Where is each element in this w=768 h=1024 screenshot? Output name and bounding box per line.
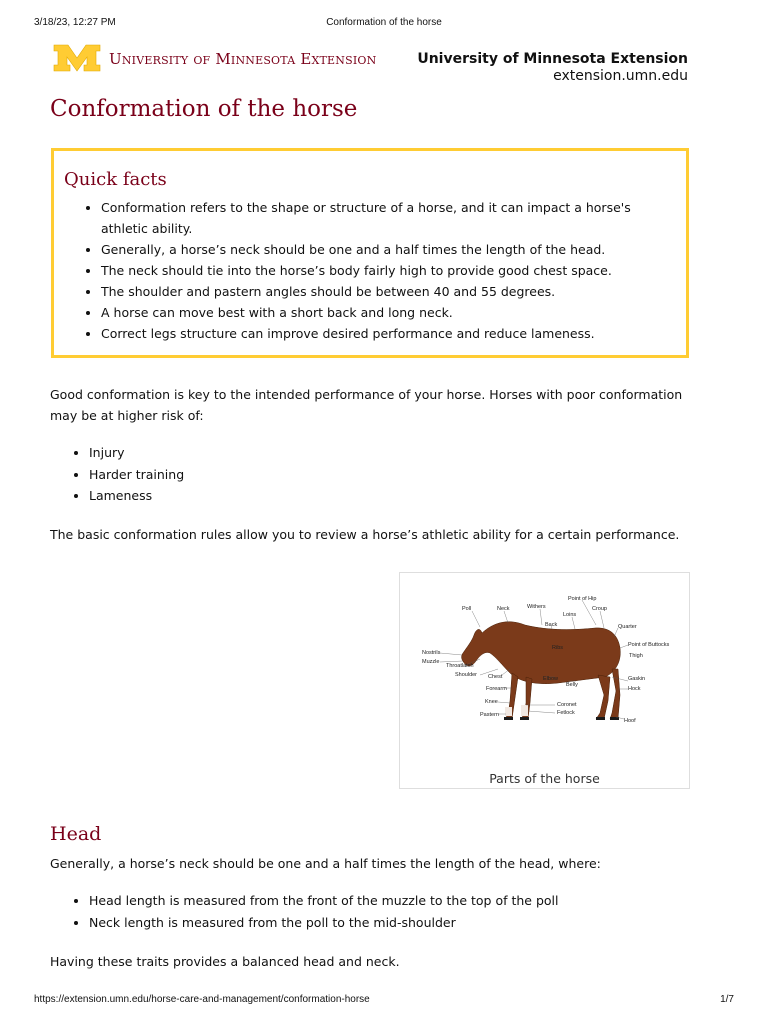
list-item: • Lameness: [89, 485, 184, 507]
print-page-title: Conformation of the horse: [326, 17, 442, 28]
label-elbow: Elbow: [543, 676, 558, 682]
basic-rules-paragraph: The basic conformation rules allow you to review a horse’s athletic ability for a certain performance.: [50, 527, 680, 542]
page-title: Conformation of the horse: [50, 96, 358, 122]
label-nostrils: Nostrils: [422, 650, 441, 656]
org-site[interactable]: extension.umn.edu: [553, 68, 688, 84]
list-item: • Injury: [89, 442, 184, 464]
intro-paragraph: Good conformation is key to the intended performance of your horse. Horses with poor conformation may be at higher risk of:: [50, 387, 683, 423]
label-quarter: Quarter: [618, 624, 637, 630]
label-hock: Hock: [628, 686, 641, 692]
label-shoulder: Shoulder: [455, 672, 478, 678]
list-item: • Neck length is measured from the poll to the mid-shoulder: [89, 912, 559, 934]
label-croup: Croup: [592, 606, 607, 612]
figure-caption: Parts of the horse: [489, 771, 600, 786]
list-item: • Correct legs structure can improve desired performance and reduce lameness.: [101, 323, 656, 344]
label-hoof: Hoof: [624, 718, 636, 724]
label-ribs: Ribs: [552, 645, 564, 651]
label-withers: Withers: [527, 604, 546, 610]
org-name: University of Minnesota Extension: [417, 51, 688, 67]
label-belly: Belly: [566, 682, 578, 688]
quick-facts-box: [51, 148, 689, 358]
label-loins: Loins: [563, 612, 577, 618]
label-throatlatch: Throatlatch: [446, 663, 474, 669]
page-number: 1/7: [720, 994, 734, 1005]
label-muzzle: Muzzle: [422, 659, 440, 665]
print-datetime: 3/18/23, 12:27 PM: [34, 17, 116, 28]
label-forearm: Forearm: [486, 686, 507, 692]
quick-facts-heading: Quick facts: [64, 169, 167, 190]
list-item: • Conformation refers to the shape or structure of a horse, and it can impact a horse's athletic ability.: [101, 197, 656, 239]
print-header: [34, 17, 734, 31]
umn-m-logo-icon: [53, 44, 101, 72]
list-item: • A horse can move best with a short back and long neck.: [101, 302, 656, 323]
list-item: • The neck should tie into the horse’s body fairly high to provide good chest space.: [101, 260, 656, 281]
head-closing-paragraph: Having these traits provides a balanced head and neck.: [50, 954, 400, 969]
quick-facts-list: [54, 197, 686, 344]
label-point-of-buttocks: Point of Buttocks: [628, 642, 670, 648]
print-footer: [34, 994, 734, 1008]
list-item: • Harder training: [89, 464, 184, 486]
horse-white-socks: [505, 705, 528, 716]
head-intro-paragraph: Generally, a horse’s neck should be one and a half times the length of the head, where:: [50, 856, 601, 871]
risk-list: [50, 442, 184, 507]
label-back: Back: [545, 622, 558, 628]
label-knee: Knee: [485, 699, 498, 705]
label-neck: Neck: [497, 606, 510, 612]
org-block: [417, 51, 688, 85]
horse-hooves: [504, 717, 619, 720]
logo-wordmark: University of Minnesota Extension: [109, 50, 377, 68]
head-measurement-list: [50, 890, 559, 933]
print-url[interactable]: https://extension.umn.edu/horse-care-and-management/conformation-horse: [34, 994, 370, 1005]
label-pastern: Pastern: [480, 712, 499, 718]
list-item: • Head length is measured from the front of the muzzle to the top of the poll: [89, 890, 559, 912]
label-chest: Chest: [488, 674, 503, 680]
label-coronet: Coronet: [557, 702, 577, 708]
label-thigh: Thigh: [629, 653, 643, 659]
label-gaskin: Gaskin: [628, 676, 646, 682]
list-item: • The shoulder and pastern angles should be between 40 and 55 degrees.: [101, 281, 656, 302]
head-section-heading: Head: [50, 823, 102, 845]
horse-parts-figure: [399, 572, 690, 789]
label-point-of-hip: Point of Hip: [568, 596, 597, 602]
list-item: • Generally, a horse’s neck should be one and a half times the length of the head.: [101, 239, 656, 260]
horse-diagram: [400, 573, 689, 768]
label-poll: Poll: [462, 606, 472, 612]
label-fetlock: Fetlock: [557, 710, 575, 716]
